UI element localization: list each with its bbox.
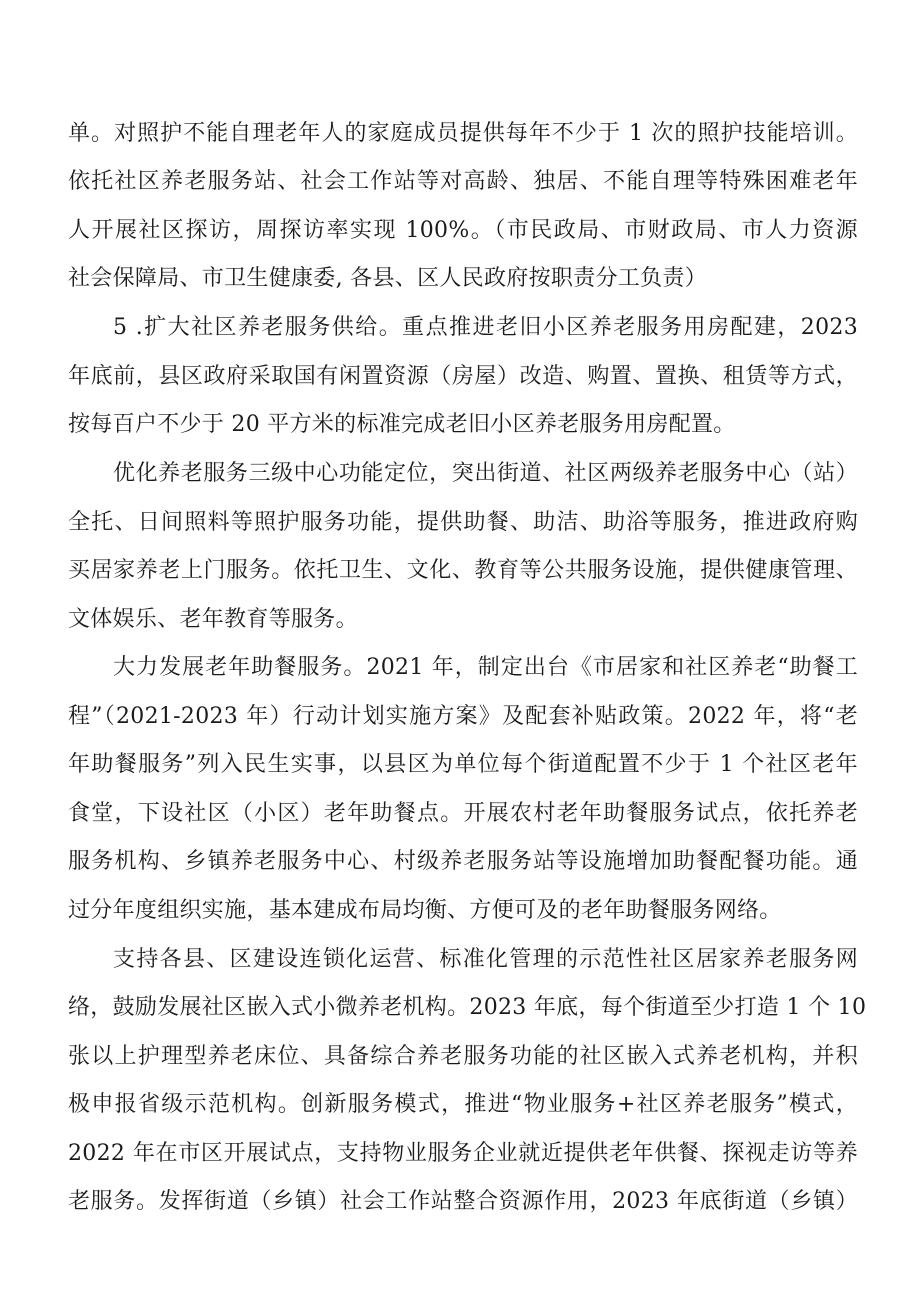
- text-line: 张以上护理型养老床位、具备综合养老服务功能的社区嵌入式养老机构，并积: [68, 1044, 858, 1069]
- text-line: 按每百户不少于 20 平方米的标准完成老旧小区养老服务用房配置。: [68, 412, 736, 437]
- text-line: 程”（2021-2023 年）行动计划实施方案》及配套补贴政策。2022 年，将“老: [68, 704, 858, 729]
- text-line: 老服务。发挥街道（乡镇）社会工作站整合资源作用，2023 年底街道（乡镇）: [68, 1189, 858, 1214]
- text-line: 社会保障局、市卫生健康委, 各县、区人民政府按职责分工负责）: [68, 266, 707, 291]
- text-line: 服务机构、乡镇养老服务中心、村级养老服务站等设施增加助餐配餐功能。通: [68, 849, 858, 874]
- text-line: 5 .扩大社区养老服务供给。重点推进老旧小区养老服务用房配建，2023: [113, 315, 858, 340]
- text-line: 过分年度组织实施，基本建成布局均衡、方便可及的老年助餐服务网络。: [68, 898, 782, 923]
- text-line: 大力发展老年助餐服务。2021 年，制定出台《市居家和社区养老“助餐工: [113, 655, 858, 680]
- text-line: 优化养老服务三级中心功能定位，突出街道、社区两级养老服务中心（站）: [113, 461, 858, 486]
- text-line: 买居家养老上门服务。依托卫生、文化、教育等公共服务设施，提供健康管理、: [68, 558, 858, 583]
- text-line: 人开展社区探访，周探访率实现 100%。（市民政局、市财政局、市人力资源: [68, 218, 858, 243]
- text-line: 单。对照护不能自理老年人的家庭成员提供每年不少于 1 次的照护技能培训。: [68, 121, 858, 146]
- text-line: 食堂，下设社区（小区）老年助餐点。开展农村老年助餐服务试点，依托养老: [68, 801, 858, 826]
- text-line: 支持各县、区建设连锁化运营、标准化管理的示范性社区居家养老服务网: [113, 947, 858, 972]
- text-line: 文体娱乐、老年教育等服务。: [68, 607, 358, 632]
- text-line: 年底前，县区政府采取国有闲置资源（房屋）改造、购置、置换、租赁等方式，: [68, 364, 858, 389]
- text-line: 络，鼓励发展社区嵌入式小微养老机构。2023 年底，每个街道至少打造 1 个 10: [68, 995, 867, 1020]
- text-line: 极申报省级示范机构。创新服务模式，推进“物业服务+社区养老服务”模式，: [68, 1092, 858, 1117]
- text-line: 2022 年在市区开展试点，支持物业服务企业就近提供老年供餐、探视走访等养: [68, 1141, 858, 1166]
- text-line: 全托、日间照料等照护服务功能，提供助餐、助洁、助浴等服务，推进政府购: [68, 510, 858, 535]
- text-line: 依托社区养老服务站、社会工作站等对高龄、独居、不能自理等特殊困难老年: [68, 169, 858, 194]
- text-line: 年助餐服务”列入民生实事，以县区为单位每个街道配置不少于 1 个社区老年: [68, 752, 858, 777]
